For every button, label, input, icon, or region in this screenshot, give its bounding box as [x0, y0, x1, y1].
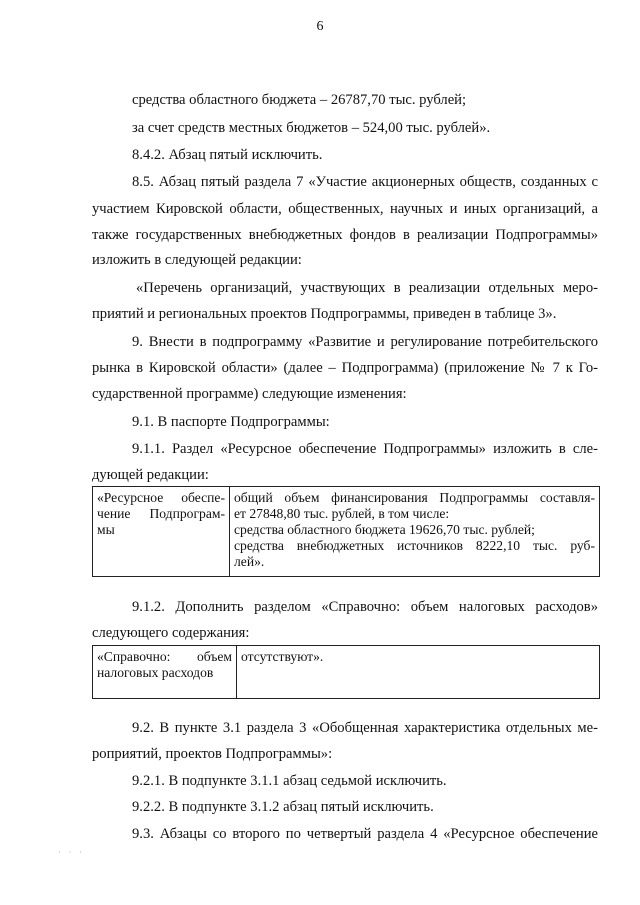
- table-row: [93, 646, 600, 699]
- text-line: средства областного бюджета – 26787,70 тыс. рублей;: [132, 92, 467, 108]
- text-line: за счет средств местных бюджетов – 524,00 тыс. рублей».: [132, 120, 491, 136]
- table-cell-value: [237, 646, 600, 699]
- text-line: сударственной программе) следующие изменения:: [92, 386, 407, 402]
- text-line: 8.4.2. Абзац пятый исключить.: [132, 147, 323, 163]
- text-line: 9.1.1. Раздел «Ресурсное обеспечение Подпрограммы» изложить в сле-: [132, 441, 598, 457]
- cell-line: общий объем финансирования Подпрограммы составля-: [234, 490, 595, 505]
- cell-line: налоговых расходов: [97, 665, 214, 680]
- text-line: «Перечень организаций, участвующих в реализации отдельных меро-: [136, 280, 598, 296]
- cell-line: средства областного бюджета 19626,70 тыс. рублей;: [234, 522, 535, 537]
- resource-provision-table: [92, 486, 600, 577]
- text-line: 9.2.2. В подпункте 3.1.2 абзац пятый исключить.: [132, 799, 434, 815]
- text-line: рынка в Кировской области» (далее – Подпрограмма) (приложение № 7 к Го-: [92, 360, 598, 376]
- text-line: роприятий, проектов Подпрограммы»:: [92, 746, 333, 762]
- cell-line: отсутствуют».: [241, 649, 324, 664]
- cell-line: средства внебюджетных источников 8222,10 тыс. руб-: [234, 538, 595, 553]
- text-line: следующего содержания:: [92, 625, 250, 641]
- cell-line: чение Подпрограм-: [97, 506, 225, 521]
- cell-line: лей».: [234, 554, 265, 569]
- text-line: 9.2.1. В подпункте 3.1.1 абзац седьмой исключить.: [132, 773, 447, 789]
- scan-artifact: · · ·: [58, 848, 85, 857]
- table-cell-label: [93, 646, 237, 699]
- text-line: 9.3. Абзацы со второго по четвертый раздела 4 «Ресурсное обеспечение: [132, 826, 598, 842]
- table-cell-label: [93, 487, 230, 577]
- text-line: участием Кировской области, общественных, научных и иных организаций, а: [92, 201, 598, 217]
- text-line: 9.1.2. Дополнить разделом «Справочно: объем налоговых расходов»: [132, 599, 598, 615]
- text-line: также государственных внебюджетных фондов в реализации Подпрограммы»: [92, 227, 598, 243]
- text-line: приятий и региональных проектов Подпрограммы, приведен в таблице 3».: [92, 306, 557, 322]
- table-row: [93, 487, 600, 577]
- text-line: изложить в следующей редакции:: [92, 252, 302, 268]
- text-line: 9.1. В паспорте Подпрограммы:: [132, 414, 330, 430]
- cell-line: «Справочно: объем: [97, 649, 232, 664]
- cell-line: мы: [97, 522, 115, 537]
- cell-line: ет 27848,80 тыс. рублей, в том числе:: [234, 506, 450, 521]
- text-line: дующей редакции:: [92, 467, 209, 483]
- cell-line: «Ресурсное обеспе-: [97, 490, 225, 505]
- text-line: 9. Внести в подпрограмму «Развитие и регулирование потребительского: [132, 334, 598, 350]
- page-number: 6: [316, 19, 324, 34]
- table-cell-value: [230, 487, 600, 577]
- tax-expenditure-table: [92, 645, 600, 699]
- text-line: 9.2. В пункте 3.1 раздела 3 «Обобщенная характеристика отдельных ме-: [132, 720, 598, 736]
- text-line: 8.5. Абзац пятый раздела 7 «Участие акционерных обществ, созданных с: [132, 174, 598, 190]
